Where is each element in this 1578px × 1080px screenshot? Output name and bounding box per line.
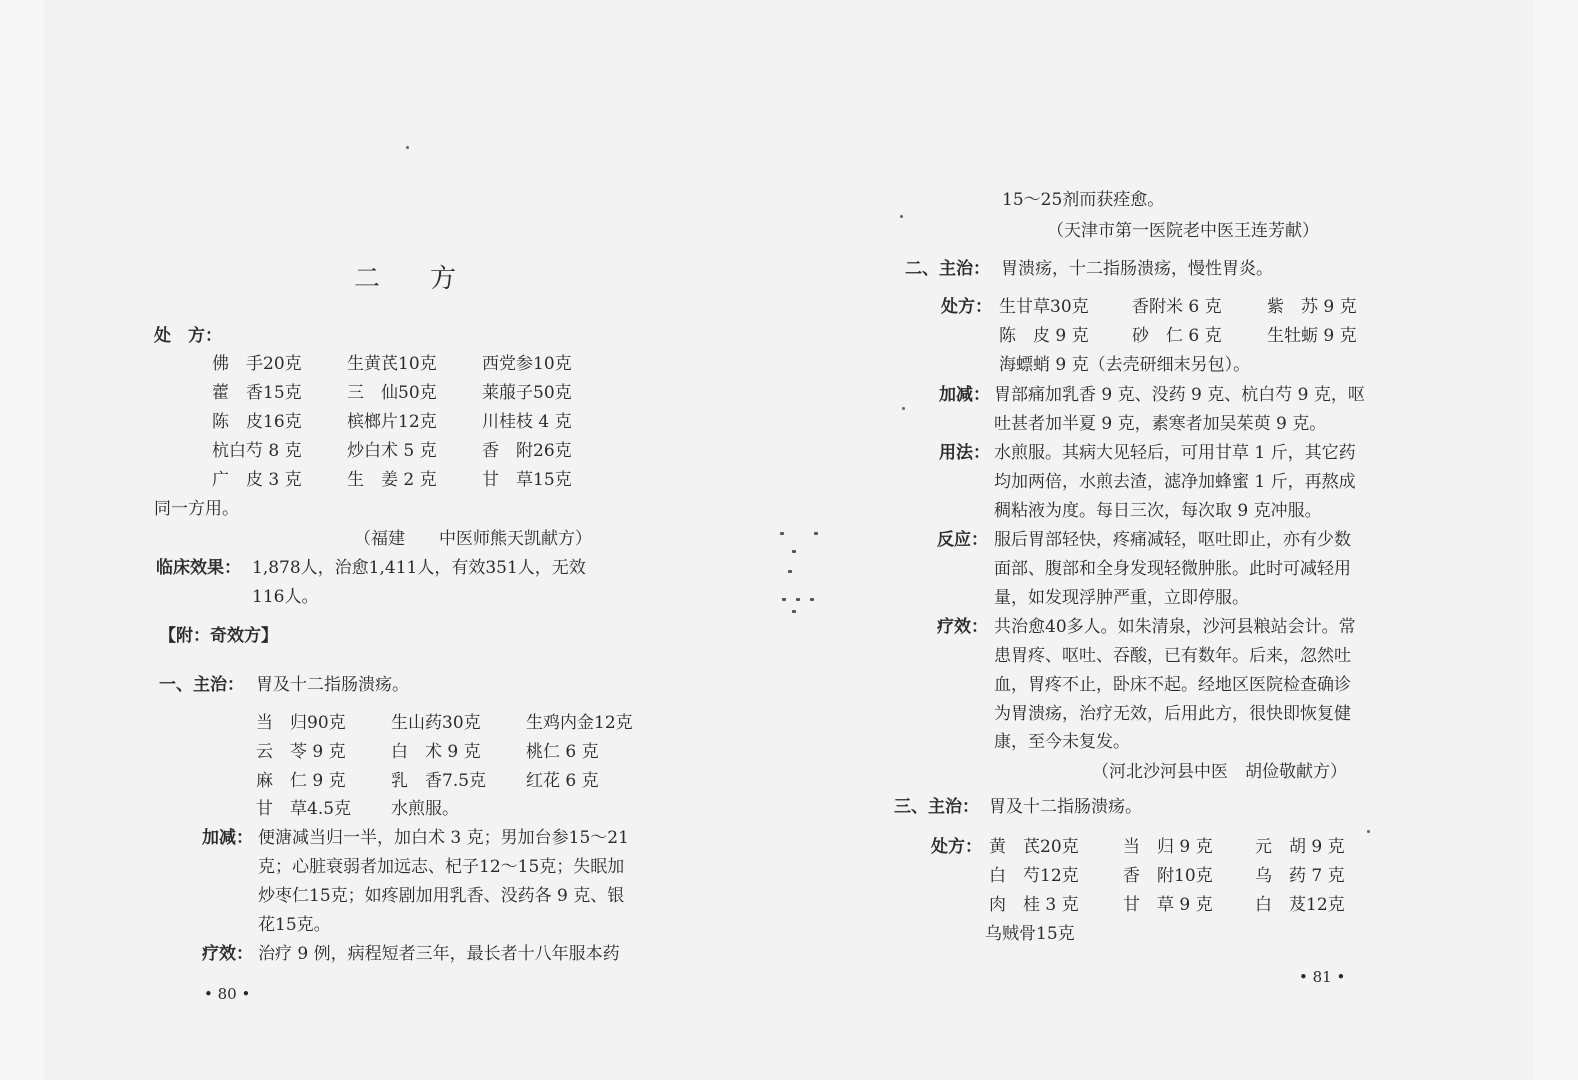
herb-item: 水煎服。 bbox=[391, 799, 459, 819]
herb-item: 桃仁 6 克 bbox=[526, 742, 599, 762]
herb-item: 砂 仁 6 克 bbox=[1132, 326, 1222, 346]
formula-2-effect-line: 患胃疼、呕吐、吞酸，已有数年。后来，忽然吐 bbox=[994, 646, 1351, 666]
herb-item: 香 附10克 bbox=[1123, 866, 1213, 886]
herb-item: 甘 草15克 bbox=[482, 470, 572, 490]
page-number: • 81 • bbox=[1299, 968, 1346, 986]
formula-2-indication: 胃溃疡，十二指肠溃疡，慢性胃炎。 bbox=[1001, 259, 1273, 279]
herb-item: 陈 皮 9 克 bbox=[999, 326, 1089, 346]
formula-2-effect-line: 康，至今未复发。 bbox=[994, 732, 1130, 752]
scan-speck bbox=[900, 215, 903, 218]
formula-2-usage-label: 用法： bbox=[939, 443, 990, 463]
formula-1-indication: 胃及十二指肠溃疡。 bbox=[256, 675, 409, 695]
herb-item: 生牡蛎 9 克 bbox=[1267, 326, 1357, 346]
herb-item: 藿 香15克 bbox=[212, 383, 302, 403]
herb-item: 杭白芍 8 克 bbox=[212, 441, 302, 461]
formula-2-usage-line: 均加两倍，水煎去渣，滤净加蜂蜜 1 斤，再熬成 bbox=[994, 472, 1356, 492]
formula-3-label: 三、主治： bbox=[894, 797, 979, 817]
clinical-line: 116人。 bbox=[252, 587, 319, 607]
herb-item: 乌贼骨15克 bbox=[985, 924, 1075, 944]
herb-item: 香 附26克 bbox=[482, 441, 572, 461]
usage-note: 同一方用。 bbox=[154, 499, 239, 519]
formula-1-effect-line: 治疗 9 例，病程短者三年，最长者十八年服本药 bbox=[258, 944, 620, 964]
formula-2-rx-label: 处方： bbox=[941, 297, 992, 317]
herb-item: 麻 仁 9 克 bbox=[256, 771, 346, 791]
formula-2-effect-label: 疗效： bbox=[937, 617, 988, 637]
section-title-char-1: 二 bbox=[354, 264, 381, 294]
formula-1-adjust-line: 炒枣仁15克；如疼剧加用乳香、没药各 9 克、银 bbox=[258, 886, 625, 906]
formula-2-reaction-line: 服后胃部轻快，疼痛减轻，呕吐即止，亦有少数 bbox=[994, 530, 1351, 550]
formula-2-reaction-line: 量，如发现浮肿严重，立即停服。 bbox=[994, 588, 1249, 608]
herb-item: 乌 药 7 克 bbox=[1255, 866, 1345, 886]
page-number: • 80 • bbox=[204, 985, 251, 1003]
herb-item: 陈 皮16克 bbox=[212, 412, 302, 432]
herb-item: 当 归 9 克 bbox=[1123, 837, 1213, 857]
formula-1-effect-label: 疗效： bbox=[202, 944, 253, 964]
herb-item: 黄 芪20克 bbox=[989, 837, 1079, 857]
herb-item: 白 芍12克 bbox=[989, 866, 1079, 886]
herb-item: 白 术 9 克 bbox=[391, 742, 481, 762]
section-title-char-2: 方 bbox=[430, 264, 457, 294]
formula-2-adjust-line: 吐甚者加半夏 9 克，素寒者加吴茱萸 9 克。 bbox=[994, 414, 1327, 434]
prescription-label: 处 方： bbox=[154, 326, 222, 346]
continued-line: 15～25剂而获痊愈。 bbox=[1002, 190, 1165, 210]
herb-item: 云 苓 9 克 bbox=[256, 742, 346, 762]
book-spread bbox=[44, 0, 1534, 1080]
scan-speck bbox=[1367, 830, 1370, 833]
herb-item: 生黄芪10克 bbox=[347, 354, 437, 374]
herb-item: 三 仙50克 bbox=[347, 383, 437, 403]
herb-item: 当 归90克 bbox=[256, 713, 346, 733]
formula-1-adjust-label: 加减： bbox=[202, 828, 253, 848]
formula-2-reaction-line: 面部、腹部和全身发现轻微肿胀。此时可减轻用 bbox=[994, 559, 1351, 579]
herb-item: 元 胡 9 克 bbox=[1255, 837, 1345, 857]
herb-item: 槟榔片12克 bbox=[347, 412, 437, 432]
herb-item: 生 姜 2 克 bbox=[347, 470, 437, 490]
herb-item: 甘 草4.5克 bbox=[256, 799, 352, 819]
herb-item: 甘 草 9 克 bbox=[1123, 895, 1213, 915]
left-page bbox=[44, 0, 772, 1080]
scan-speck bbox=[902, 407, 905, 410]
formula-2-effect-line: 为胃溃疡，治疗无效，后用此方，很快即恢复健 bbox=[994, 704, 1351, 724]
herb-item: 广 皮 3 克 bbox=[212, 470, 302, 490]
formula-1-adjust-line: 便溏减当归一半，加白术 3 克；男加台参15～21 bbox=[258, 828, 629, 848]
herb-item: 佛 手20克 bbox=[212, 354, 302, 374]
formula-2-effect-line: 血，胃疼不止，卧床不起。经地区医院检查确诊 bbox=[994, 675, 1351, 695]
herb-item: 红花 6 克 bbox=[526, 771, 599, 791]
source-credit: （天津市第一医院老中医王连芳献） bbox=[1047, 221, 1319, 241]
source-credit: （福建 中医师熊天凯献方） bbox=[354, 529, 592, 549]
herb-item: 乳 香7.5克 bbox=[391, 771, 487, 791]
formula-1-adjust-line: 花15克。 bbox=[258, 915, 331, 935]
formula-2-effect-line: 共治愈40多人。如朱清泉，沙河县粮站会计。常 bbox=[994, 617, 1356, 637]
clinical-line: 1,878人，治愈1,411人，有效351人，无效 bbox=[252, 558, 586, 578]
herb-item: 海螵蛸 9 克（去壳研细末另包）。 bbox=[999, 355, 1251, 375]
formula-3-rx-label: 处方： bbox=[931, 837, 982, 857]
herb-item: 肉 桂 3 克 bbox=[989, 895, 1079, 915]
formula-2-usage-line: 水煎服。其病大见轻后，可用甘草 1 斤，其它药 bbox=[994, 443, 1356, 463]
herb-item: 川桂枝 4 克 bbox=[482, 412, 572, 432]
formula-2-usage-line: 稠粘液为度。每日三次，每次取 9 克冲服。 bbox=[994, 501, 1322, 521]
herb-item: 西党参10克 bbox=[482, 354, 572, 374]
formula-2-adjust-label: 加减： bbox=[939, 385, 990, 405]
formula-3-indication: 胃及十二指肠溃疡。 bbox=[989, 797, 1142, 817]
right-page bbox=[789, 0, 1534, 1080]
appendix-heading: 【附：奇效方】 bbox=[159, 626, 278, 646]
formula-1-adjust-line: 克；心脏衰弱者加远志、杞子12～15克；失眠加 bbox=[258, 857, 625, 877]
herb-item: 紫 苏 9 克 bbox=[1267, 297, 1357, 317]
herb-item: 生山药30克 bbox=[391, 713, 481, 733]
herb-item: 生鸡内金12克 bbox=[526, 713, 633, 733]
herb-item: 香附米 6 克 bbox=[1132, 297, 1222, 317]
clinical-label: 临床效果： bbox=[156, 558, 241, 578]
herb-item: 白 芨12克 bbox=[1255, 895, 1345, 915]
herb-item: 生甘草30克 bbox=[999, 297, 1089, 317]
formula-2-adjust-line: 胃部痛加乳香 9 克、没药 9 克、杭白芍 9 克，呕 bbox=[994, 385, 1365, 405]
formula-1-label: 一、主治： bbox=[159, 675, 244, 695]
herb-item: 炒白术 5 克 bbox=[347, 441, 437, 461]
source-credit: （河北沙河县中医 胡俭敬献方） bbox=[1092, 762, 1347, 782]
herb-item: 莱菔子50克 bbox=[482, 383, 572, 403]
formula-2-label: 二、主治： bbox=[905, 259, 990, 279]
scan-speck bbox=[406, 146, 409, 149]
formula-2-reaction-label: 反应： bbox=[937, 530, 988, 550]
